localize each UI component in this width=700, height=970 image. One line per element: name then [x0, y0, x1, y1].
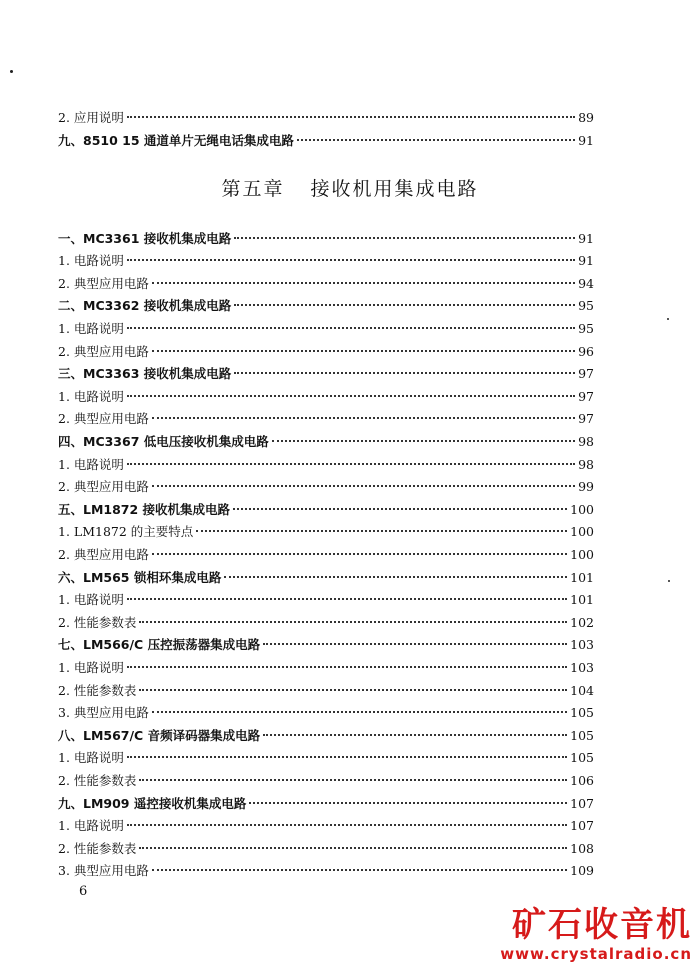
- dot-leader: [127, 103, 575, 118]
- toc-entry-label: 2. 性能参数表: [58, 840, 137, 856]
- dot-leader: [127, 314, 575, 329]
- dot-leader: [297, 126, 575, 141]
- toc-entry-label: 1. 电路说明: [58, 818, 124, 834]
- dot-leader: [139, 766, 567, 781]
- scan-speck: [667, 318, 669, 320]
- dot-leader: [152, 269, 575, 284]
- toc-entry-label: 七、LM566/C 压控振荡器集成电路: [58, 637, 261, 653]
- toc-entry-label: 二、MC3362 接收机集成电路: [58, 298, 232, 314]
- dot-leader: [152, 337, 575, 352]
- toc-entry-label: 2. 应用说明: [58, 109, 124, 125]
- toc-entry-label: 2. 典型应用电路: [58, 343, 149, 359]
- dot-leader: [127, 653, 567, 668]
- dot-leader: [152, 473, 575, 488]
- toc-entry-page: 107: [570, 795, 594, 811]
- toc-entry-label: 三、MC3363 接收机集成电路: [58, 366, 232, 382]
- scan-speck: [10, 70, 13, 73]
- toc-entry-page: 103: [570, 659, 594, 675]
- watermark: [500, 905, 692, 963]
- toc-entry-label: 1. 电路说明: [58, 253, 124, 269]
- toc-entry-label: 九、8510 15 通道单片无绳电话集成电路: [58, 132, 294, 148]
- toc-entry-label: 五、LM1872 接收机集成电路: [58, 501, 231, 517]
- dot-leader: [152, 405, 575, 420]
- toc-entry-label: 九、LM909 遥控接收机集成电路: [58, 795, 247, 811]
- toc-entry-label: 1. 电路说明: [58, 750, 124, 766]
- toc-entry-page: 100: [570, 524, 594, 540]
- dot-leader: [139, 834, 567, 849]
- toc-entry-label: 六、LM565 锁相环集成电路: [58, 569, 222, 585]
- chapter-name: 接收机用集成电路: [310, 178, 479, 200]
- toc-entry-page: 98: [578, 433, 594, 449]
- toc-subentry: [58, 861, 594, 883]
- dot-leader: [152, 857, 567, 872]
- toc-entry-label: 1. 电路说明: [58, 592, 124, 608]
- toc-entry-label: 一、MC3361 接收机集成电路: [58, 230, 232, 246]
- toc-entry-page: 109: [570, 863, 594, 879]
- dot-leader: [127, 450, 575, 465]
- toc-entry-page: 91: [578, 230, 594, 246]
- toc-entry-label: 四、MC3367 低电压接收机集成电路: [58, 433, 269, 449]
- toc-entry-page: 89: [578, 109, 594, 125]
- toc-entry-page: 103: [570, 637, 594, 653]
- toc-entry-page: 102: [570, 614, 594, 630]
- dot-leader: [234, 292, 575, 307]
- scan-speck: [668, 580, 670, 582]
- dot-leader: [127, 382, 575, 397]
- toc-entry-page: 101: [570, 569, 594, 585]
- toc-entry-label: 2. 典型应用电路: [58, 411, 149, 427]
- toc-entry-label: 2. 性能参数表: [58, 614, 137, 630]
- toc-entry-page: 97: [578, 411, 594, 427]
- toc-entry-label: 八、LM567/C 音频译码器集成电路: [58, 727, 261, 743]
- page-number: 6: [79, 884, 88, 899]
- dot-leader: [139, 608, 567, 623]
- chapter-title: [0, 174, 700, 201]
- toc-entry-label: 2. 性能参数表: [58, 682, 137, 698]
- toc-entry-page: 105: [570, 750, 594, 766]
- toc-entry-page: 95: [578, 320, 594, 336]
- dot-leader: [127, 812, 567, 827]
- toc-entry-page: 108: [570, 840, 594, 856]
- toc-entry-page: 95: [578, 298, 594, 314]
- toc-entry-page: 104: [570, 682, 594, 698]
- dot-leader: [152, 699, 567, 714]
- toc-section-entry: [58, 130, 594, 152]
- dot-leader: [263, 631, 567, 646]
- dot-leader: [196, 518, 567, 533]
- toc-entry-label: 2. 典型应用电路: [58, 479, 149, 495]
- toc-entry-page: 105: [570, 727, 594, 743]
- toc-entry-page: 106: [570, 772, 594, 788]
- dot-leader: [224, 563, 567, 578]
- dot-leader: [249, 789, 567, 804]
- toc-entry-page: 94: [578, 275, 594, 291]
- watermark-title: 矿石收音机: [512, 905, 692, 945]
- toc-entry-label: 2. 性能参数表: [58, 772, 137, 788]
- toc-entry-label: 1. LM1872 的主要特点: [58, 524, 194, 540]
- toc-entry-page: 96: [578, 343, 594, 359]
- chapter-number: 第五章: [221, 178, 285, 200]
- dot-leader: [127, 586, 567, 601]
- dot-leader: [234, 224, 575, 239]
- toc-entry-label: 2. 典型应用电路: [58, 546, 149, 562]
- toc-entry-label: 1. 电路说明: [58, 456, 124, 472]
- toc-entry-label: 1. 电路说明: [58, 320, 124, 336]
- toc-entry-page: 101: [570, 592, 594, 608]
- dot-leader: [234, 360, 575, 375]
- dot-leader: [152, 540, 567, 555]
- dot-leader: [127, 247, 575, 262]
- toc-entry-page: 98: [578, 456, 594, 472]
- dot-leader: [272, 427, 575, 442]
- dot-leader: [139, 676, 567, 691]
- toc-entry-page: 91: [578, 253, 594, 269]
- toc-entry-page: 91: [578, 132, 594, 148]
- toc-entry-label: 2. 典型应用电路: [58, 275, 149, 291]
- dot-leader: [263, 721, 567, 736]
- toc-entry-page: 105: [570, 705, 594, 721]
- toc-entry-page: 100: [570, 501, 594, 517]
- toc-entry-label: 3. 典型应用电路: [58, 705, 149, 721]
- toc-entry-label: 1. 电路说明: [58, 659, 124, 675]
- toc-entry-page: 99: [578, 479, 594, 495]
- toc-entry-page: 97: [578, 388, 594, 404]
- dot-leader: [127, 744, 567, 759]
- toc-entry-label: 3. 典型应用电路: [58, 863, 149, 879]
- toc-entry-page: 97: [578, 366, 594, 382]
- watermark-url: www.crystalradio.cn: [500, 945, 692, 963]
- toc-entry-page: 100: [570, 546, 594, 562]
- toc-entry-label: 1. 电路说明: [58, 388, 124, 404]
- dot-leader: [233, 495, 567, 510]
- toc-entry-page: 107: [570, 818, 594, 834]
